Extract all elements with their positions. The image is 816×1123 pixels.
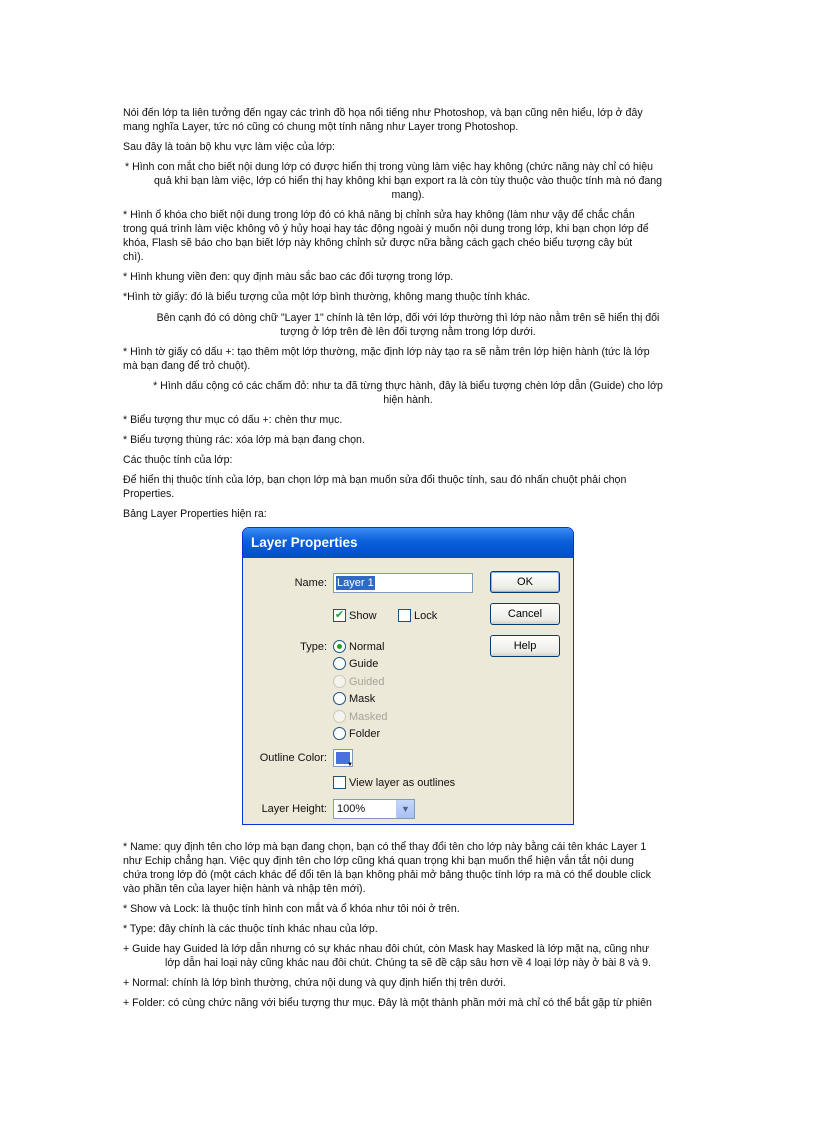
type-masked-label: Masked <box>349 711 388 723</box>
paragraph-show-props-line1: Để hiển thị thuộc tính của lớp, bạn chọn lớp mà bạn muốn sửa đổi thuộc tính, sau đó nhấn chuột phải chọn <box>123 474 627 486</box>
dialog-title: Layer Properties <box>243 528 573 558</box>
paragraph-dialog-intro: Bảng Layer Properties hiện ra: <box>123 508 267 520</box>
bullet-new-layer-line1: * Hình tờ giấy có dấu +: tạo thêm một lớp thường, mặc định lớp này tạo ra sẽ nằm trên lớp hiện hành (tức là lớp <box>123 346 650 358</box>
paragraph-workspace: Sau đây là toàn bộ khu vực làm việc của lớp: <box>123 141 335 153</box>
show-label: Show <box>349 610 377 622</box>
layer-height-value: 100% <box>337 803 366 815</box>
paragraph-name-line3: chứa trong lớp đó (một cách khác để đổi tên là bạn không phải mở bảng thuộc tính lớp ra mà có thể double click <box>123 869 651 881</box>
type-mask-label: Mask <box>349 693 376 705</box>
view-outlines-checkbox[interactable] <box>333 776 346 789</box>
paragraph-layer-name-line1: Bên cạnh đó có dòng chữ "Layer 1" chính là tên lớp, đối với lớp thường thì lớp nào nằm trên sẽ hiển thị đối <box>156 312 660 324</box>
name-input[interactable] <box>333 573 473 593</box>
chevron-down-icon[interactable]: ▼ <box>396 800 414 818</box>
type-normal-radio[interactable] <box>333 640 346 653</box>
view-outlines-label: View layer as outlines <box>349 777 456 789</box>
layer-height-select[interactable] <box>333 799 415 819</box>
layer-height-label: Layer Height: <box>261 803 327 815</box>
type-guide-radio[interactable] <box>333 657 346 670</box>
name-label: Name: <box>294 577 327 589</box>
type-folder-radio[interactable] <box>333 727 346 740</box>
outline-color-label: Outline Color: <box>259 752 327 764</box>
bullet-eye-line3: mang). <box>391 189 425 201</box>
bullet-paper: *Hình tờ giấy: đó là biểu tượng của một lớp bình thường, không mang thuộc tính khác. <box>123 291 531 303</box>
bullet-folder: * Biểu tượng thư mục có dấu +: chèn thư mục. <box>123 414 343 426</box>
type-masked-radio <box>333 710 346 723</box>
bullet-lock-line1: * Hình ổ khóa cho biết nội dung trong lớp đó có khả năng bị chỉnh sửa hay không (làm như vậy để chắc chắn <box>123 209 635 221</box>
type-mask-radio[interactable] <box>333 692 346 705</box>
layer-properties-dialog <box>242 527 574 825</box>
name-value: Layer 1 <box>337 577 374 589</box>
show-checkbox[interactable]: ✔ <box>334 609 345 621</box>
paragraph-name-line2: như Echip chẳng hạn. Việc quy định tên cho lớp cũng khá quan trọng khi bạn muốn thể hiện vắn tắt nội dung <box>123 855 634 867</box>
paragraph-name-line4: vào phần tên của layer hiện hành và nhập tên mới). <box>123 883 366 895</box>
help-button[interactable]: Help <box>490 635 560 657</box>
paragraph-name-line1: * Name: quy định tên cho lớp mà bạn đang chọn, bạn có thể thay đổi tên cho lớp này bằng cái tên khác Layer 1 <box>123 841 647 853</box>
paragraph-show-lock: * Show và Lock: là thuộc tính hình con mắt và ổ khóa như tôi nói ở trên. <box>123 903 460 915</box>
paragraph-normal: + Normal: chính là lớp bình thường, chứa nội dung và quy định hiển thị trên dưới. <box>123 977 506 989</box>
bullet-eye-line1: * Hình con mắt cho biết nội dung lớp có được hiển thị trong vùng làm việc hay không (chức năng này chỉ có hiệu <box>125 161 654 173</box>
swatch-arrow-icon: ▼ <box>347 762 353 768</box>
bullet-new-layer-line2: mà bạn đang để trỏ chuột). <box>123 360 251 372</box>
paragraph-type: * Type: đây chính là các thuộc tính khác nhau của lớp. <box>123 923 378 935</box>
bullet-eye-line2: quả khi bạn làm việc, lớp có hiển thị hay không khi bạn export ra là còn tùy thuộc vào thuộc tính mà nó đang <box>153 175 663 187</box>
paragraph-intro-line2: mang nghĩa Layer, tức nó cũng có chung một tính năng như Layer trong Photoshop. <box>123 121 519 133</box>
paragraph-show-props-line2: Properties. <box>123 488 175 500</box>
bullet-outline: * Hình khung viền đen: quy định màu sắc bao các đối tượng trong lớp. <box>123 271 454 283</box>
paragraph-folder: + Folder: có cùng chức năng với biểu tượng thư mục. Đây là một thành phần mới mà chỉ có thể bắt gặp từ phiên <box>123 997 652 1009</box>
ok-button[interactable]: OK <box>490 571 560 593</box>
bullet-lock-line3: khóa, Flash sẽ báo cho bạn biết lớp này không chỉnh sử được nữa bằng cách gạch chéo biểu tượng cây bút <box>123 237 633 249</box>
type-guide-label: Guide <box>349 658 379 670</box>
type-guided-radio <box>333 675 346 688</box>
paragraph-intro-line1: Nói đến lớp ta liên tưởng đến ngay các trình đồ họa nổi tiếng như Photoshop, và bạn cũng nên hiểu, lớp ở đây <box>123 107 643 119</box>
lock-label: Lock <box>414 610 438 622</box>
paragraph-guide-mask-line1: + Guide hay Guided là lớp dẫn nhưng có sự khác nhau đôi chút, còn Mask hay Masked là lớp mặt nạ, cũng như <box>123 943 650 955</box>
bullet-lock-line4: chì). <box>123 251 144 263</box>
lock-checkbox[interactable] <box>398 609 411 622</box>
bullet-guide-line1: * Hình dấu cộng có các chấm đỏ: như ta đã từng thực hành, đây là biểu tượng chèn lớp dẫn (Guide) cho lớp <box>153 380 663 392</box>
bullet-trash: * Biểu tượng thùng rác: xóa lớp mà bạn đang chọn. <box>123 434 365 446</box>
heading-layer-properties: Các thuộc tính của lớp: <box>123 454 233 466</box>
type-normal-label: Normal <box>349 641 385 653</box>
outline-color-swatch[interactable] <box>333 749 353 767</box>
bullet-guide-line2: hiện hành. <box>383 394 433 406</box>
type-folder-label: Folder <box>349 728 381 740</box>
paragraph-layer-name-line2: tượng ở lớp trên đè lên đối tượng nằm trong lớp dưới. <box>280 326 536 338</box>
paragraph-guide-mask-line2: lớp dẫn hai loại này cũng khác nau đôi chút. Chúng ta sẽ đề cập sâu hơn về 4 loại lớp này ở bài 8 và 9. <box>165 957 651 969</box>
bullet-lock-line2: trong quá trình làm việc không vô ý hủy hoại hay tác động ngoài ý muốn nội dung trong lớp, khi bạn chọn lớp để <box>123 223 649 235</box>
dialog-body <box>243 558 573 825</box>
type-guided-label: Guided <box>349 676 385 688</box>
cancel-button[interactable]: Cancel <box>490 603 560 625</box>
type-label: Type: <box>300 641 327 653</box>
radio-selected-dot <box>337 644 342 649</box>
